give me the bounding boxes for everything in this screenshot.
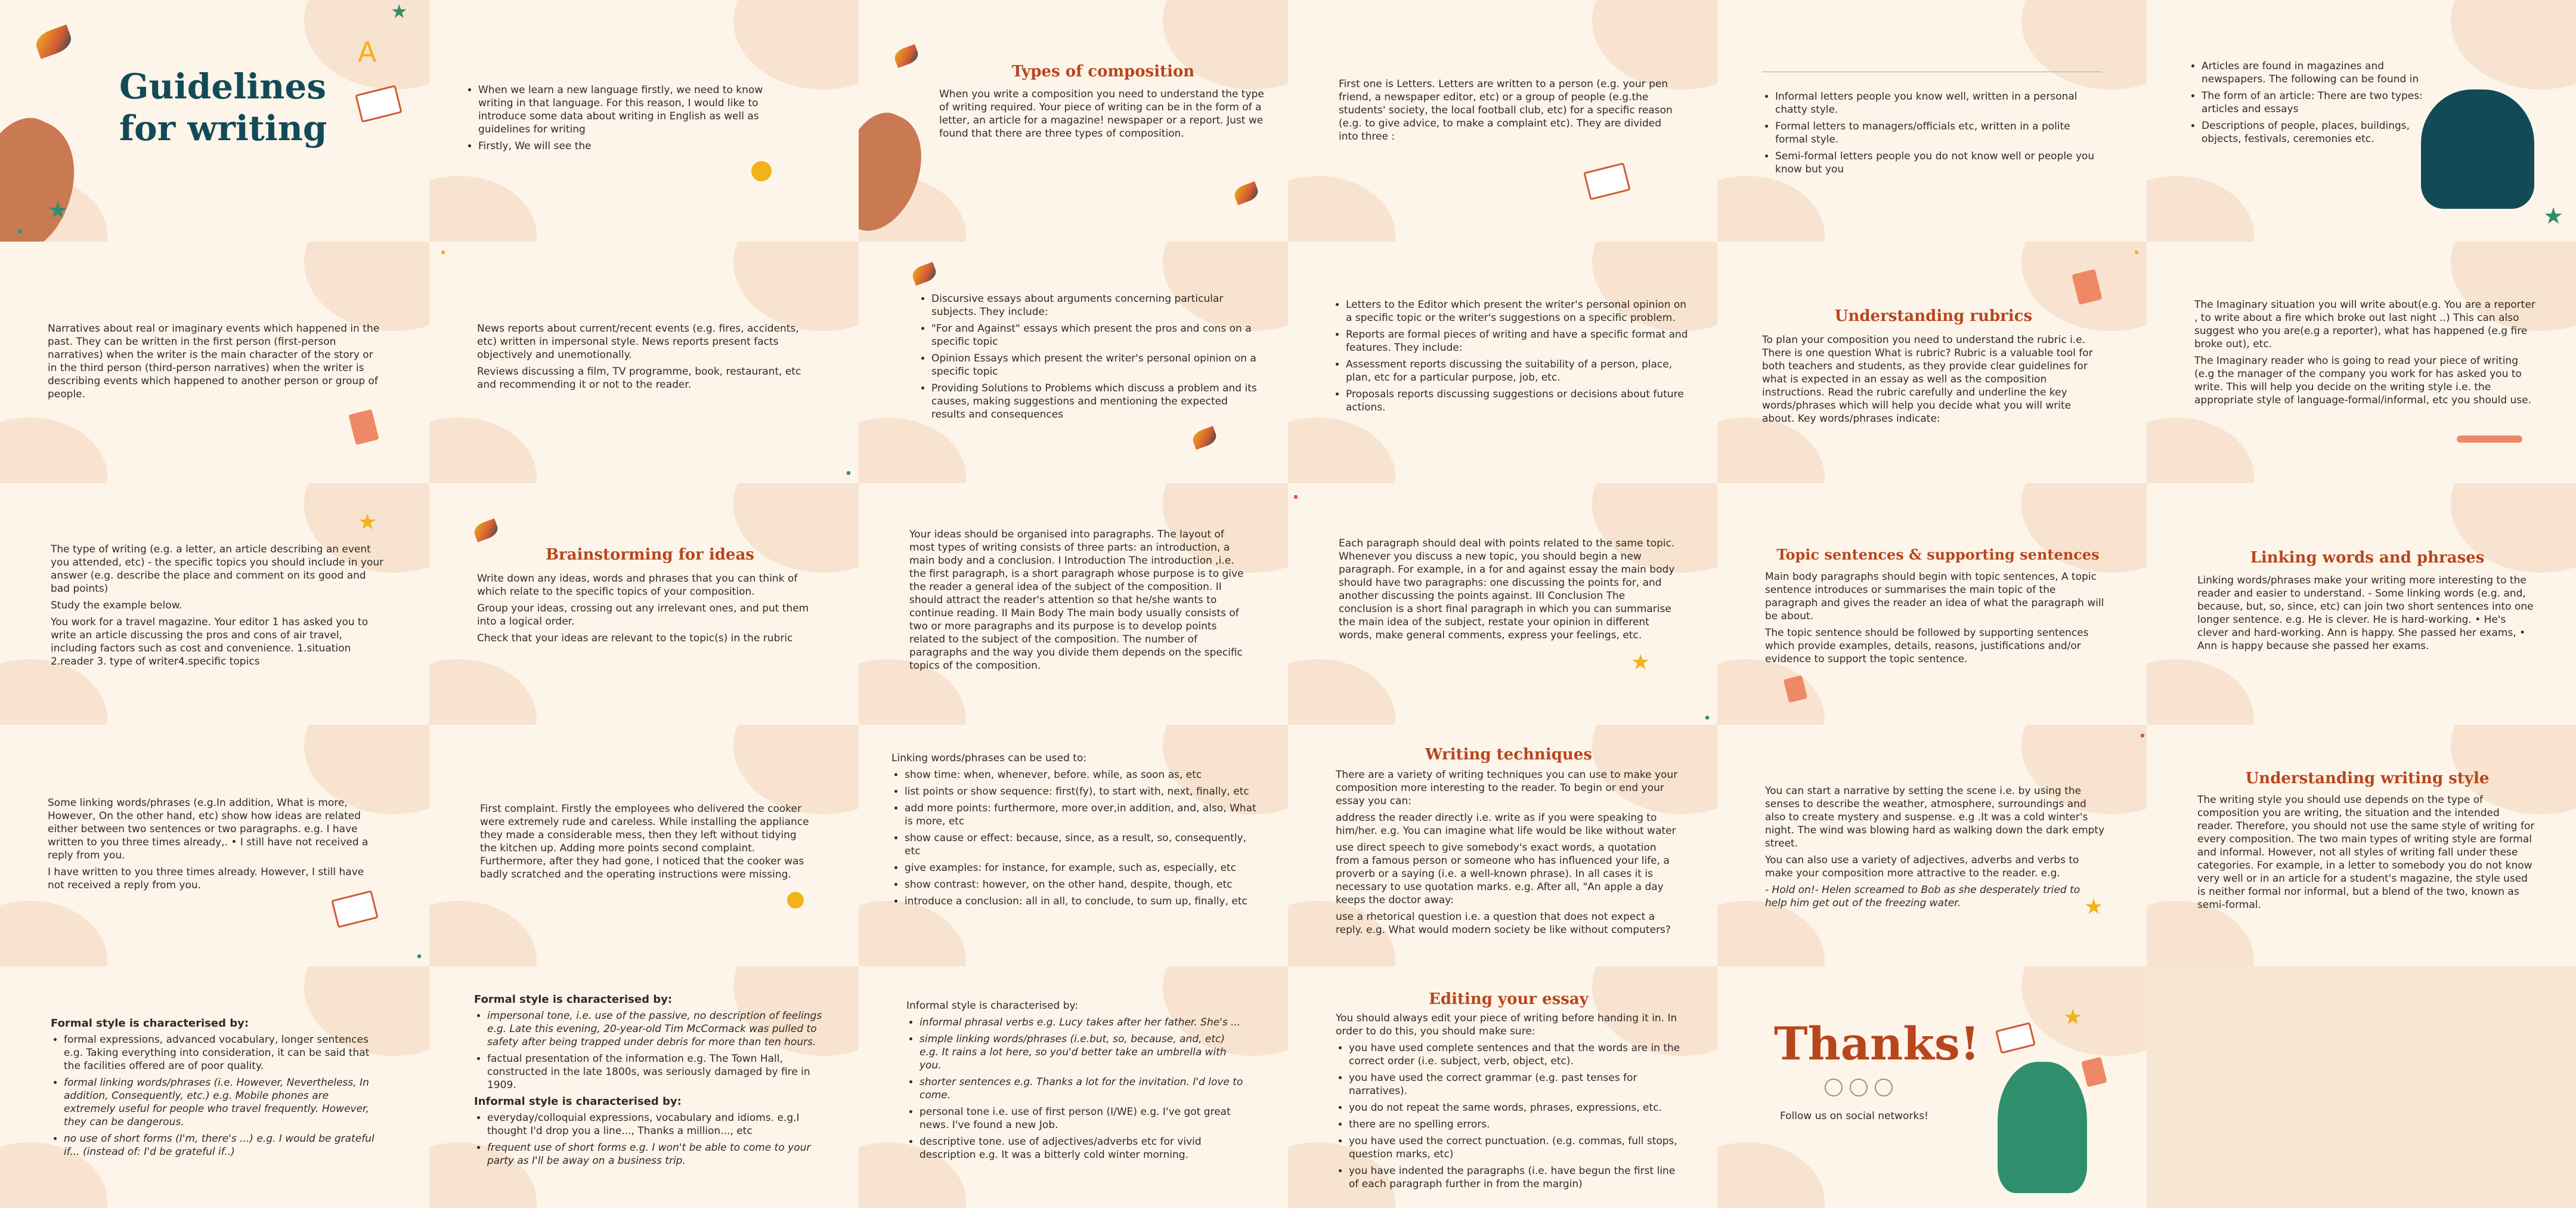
star-icon: ★ [391,0,408,23]
note-icon [2081,1057,2107,1087]
star-icon: ★ [2063,1005,2083,1030]
section-heading: Formal style is characterised by: [51,1017,249,1030]
slide-title: Editing your essay [1429,990,1589,1008]
list-item: • Semi-formal letters people you do not know well or people you know but you [1775,150,2102,176]
paragraph: News reports about current/recent events (e.g. fires, accidents, etc) written in impersonal style. News reports present facts objectively and unemotionally. [477,323,799,361]
pencil-icon [2457,435,2522,443]
note-icon [348,409,379,445]
paragraph: To plan your composition you need to understand the rubric i.e. There is one question What is rubric? Rubric is a valuable tool for both teachers and students, as they provide clear guidelines for what is expected in an essay as well as the composition instructions. Read the rubric carefully and underline the key words/phrases which will help you decide what you will write about. Key words/phrases indicate: [1762,334,2093,425]
list-item: • Articles are found in magazines and newspapers. The following can be found in [2202,60,2427,86]
section-heading: Informal style is characterised by: [906,1000,1079,1012]
slide-5 [1717,0,2147,242]
paragraph: Write down any ideas, words and phrases that you can think of which relate to the specific topics of your composition. [477,573,798,598]
paragraph: Some linking words/phrases (e.g.In addition, What is more, However, On the other hand, etc) show how ideas are related either between two sentences or two paragraphs. e.g. I have written to you three times already,. • I still have not received a reply from you. [48,797,369,861]
list-item: • Descriptions of people, places, buildings, objects, festivals, ceremonies etc. [2202,119,2427,146]
slide-title: Writing techniques [1425,746,1592,764]
confetti-dot [441,251,445,254]
slide-22 [1288,725,1717,966]
book-icon [355,85,402,123]
paragraph: There are a variety of writing techniques you can use to make your composition more interesting to the reader. To begin or end your essay you can: [1336,769,1678,807]
list-item: • you have used the correct grammar (e.g. past tenses for narratives). [1349,1071,1682,1098]
star-icon: ★ [358,510,377,535]
main-title-line2: for writing [119,108,327,149]
confetti-dot [2135,251,2138,254]
paragraph: First one is Letters. Letters are written to a person (e.g. your pen friend, a newspaper editor, etc) or a group of people (e.g.the students' society, the local football club, etc) for a specific reason (e.g. to give advice, to make a complaint etc). They are divided into three : [1339,78,1673,143]
list-item: • Proposals reports discussing suggestions or decisions about future actions. [1346,388,1690,414]
list-item: • show contrast: however, on the other hand, despite, though, etc [905,878,1261,891]
slide-14 [429,483,859,725]
list-item: • introduce a conclusion: all in all, to conclude, to sum up, finally, etc [905,895,1261,908]
list-item: • list points or show sequence: first(fy), to start with, next, finally, etc [905,785,1261,798]
list-item: • formal linking words/phrases (i.e. However, Nevertheless, In addition, Consequently, etc.) e.g. Mobile phones are extremely useful for people who travel frequently. However, they can be dangerous. [64,1076,379,1129]
smile-icon [787,892,804,909]
list-intro: Linking words/phrases can be used to: [891,752,1087,764]
list-item: • shorter sentences e.g. Thanks a lot for the invitation. I'd love to come. [919,1076,1246,1102]
list-item: • Informal letters people you know well, written in a personal chatty style. [1775,90,2102,116]
confetti-dot [1294,495,1298,499]
paragraph: Narratives about real or imaginary events which happened in the past. They can be written in the first person (first-person narratives) when the writer is the main character of the story or in the third person (third-person narratives) when the writer is describing events which happened to another person or group of people. [48,323,380,400]
slide-title: Understanding writing style [2245,770,2490,787]
paragraph: When you write a composition you need to understand the type of writing required. Your piece of writing can be in the form of a letter, an article for a magazine! newspaper or a report. Just we found that there are three types of composition. [939,88,1264,140]
list-item: • simple linking words/phrases (i.e.but, so, because, and, etc) e.g. It rains a lot here, so you'd better take an umbrella with you. [919,1033,1246,1072]
thanks-title: Thanks! [1774,1017,1980,1070]
slide-title: Understanding rubrics [1834,307,2033,325]
feather-icon [33,24,75,59]
paragraph: address the reader directly i.e. write as if you were speaking to him/her. e.g. You can imagine what life would be like without water [1336,812,1676,837]
list-item: • personal tone i.e. use of first person (I/WE) e.g. I've got great news. I've found a new Job. [919,1105,1246,1132]
list-item: • Discursive essays about arguments concerning particular subjects. They include: [931,292,1264,319]
list-item: • show time: when, whenever, before. while, as soon as, etc [905,768,1261,781]
paragraph: The Imaginary reader who is going to read your piece of writing (e.g the manager of the company you work for has asked you to write. This will help you decide on the writing style i.e. the appropriate style of language-formal/informal, etc you should use. [2194,355,2532,406]
paragraph: Group your ideas, crossing out any irrelevant ones, and put them into a logical order. [477,603,809,628]
list-item: • descriptive tone. use of adjectives/adverbs etc for vivid description e.g. It was a bitterly cold winter morning. [919,1135,1246,1161]
slide-27 [859,966,1288,1208]
list-item: • show cause or effect: because, since, as a result, so, consequently, etc [905,832,1261,858]
list-item: • The form of an article: There are two types: articles and essays [2202,89,2427,116]
paragraph: You can start a narrative by setting the scene i.e. by using the senses to describe the weather, atmosphere, surroundings and also to create mystery and suspense. e.g .It was a cold winter's night. The wind was blowing hard as walking down the dark empty street. [1765,785,2105,849]
section-heading: Formal style is characterised by: [474,993,673,1006]
paragraph: Your ideas should be organised into paragraphs. The layout of most types of writing consists of three parts: an introduction, a main body and a conclusion. I Introduction The introduction ,i.e. the first paragraph, is a short paragraph whose purpose is to give the reader a general idea of the subject of the composition. II should attract the reader's attention so that he/she wants to continue reading. II Main Body The main body usually consists of two or more paragraphs and its purpose is to develop points related to the subject of the composition. The number of paragraphs and the way you divide them depends on the specific topics of the composition. [909,529,1244,672]
slide-20 [429,725,859,966]
paragraph: Check that your ideas are relevant to the topic(s) in the rubric [477,632,793,644]
slide-18 [2147,483,2576,725]
slide-9 [859,242,1288,483]
list-item: • Opinion Essays which present the writer's personal opinion on a specific topic [931,352,1264,378]
list-item: • When we learn a new language firstly, we need to know writing in that language. For this reason, I would like to introduce some data about writing in English as well as guidelines for writing [478,84,799,136]
slide-26 [429,966,859,1208]
slide-title: Linking words and phrases [2250,549,2485,567]
slide-29 [1717,966,2147,1208]
slide-15 [859,483,1288,725]
feather-icon [1232,181,1260,205]
slide-title: Types of composition [1011,63,1195,81]
star-icon: ★ [48,197,69,223]
slide-3 [859,0,1288,242]
list-item: • you have used the correct punctuation. (e.g. commas, full stops, question marks, etc) [1349,1135,1682,1161]
list-item: • "For and Against" essays which present the pros and cons on a specific topic [931,322,1264,348]
paragraph: Each paragraph should deal with points related to the same topic. Whenever you discuss a new topic, you should begin a new paragraph. For example, in a for and against essay the main body should have two paragraphs: one discussing the points for, and another discussing the points against. III Conclusion The conclusion is a short final paragraph in which you can summarise the main idea of the subject, restate your opinion in different words, make general comments, express your feelings, etc. [1339,537,1675,641]
confetti-dot [1705,716,1709,719]
slide-10 [1288,242,1717,483]
paragraph: You can also use a variety of adjectives, adverbs and verbs to make your composition more attractive to the reader. e.g. [1765,854,2079,879]
feather-icon [910,262,938,286]
list-item: • Formal letters to managers/officials etc, written in a polite formal style. [1775,120,2102,146]
smile-icon [751,161,772,181]
list-item: • add more points: furthermore, more over,in addition, and, also, What is more, etc [905,802,1261,828]
list-item: • everyday/colloquial expressions, vocabulary and idioms. e.g.I thought I'd drop you a line..., Thanks a million..., etc [487,1111,826,1138]
paragraph: The Imaginary situation you will write about(e.g. You are a reporter , to write about a fire which broke out last night ..) This can also suggest who you are(e.g a reporter), what has happened (e.g fire broke out), etc. [2194,299,2535,350]
slide-4 [1288,0,1717,242]
slide-16 [1288,483,1717,725]
list-item: • Providing Solutions to Problems which discuss a problem and its causes, making suggestions and mentioning the expected results and consequences [931,382,1264,421]
paragraph: The type of writing (e.g. a letter, an article describing an event you attended, etc) - the specific topics you should include in your answer (e.g. describe the place and comment on its good and bad points) [51,543,384,595]
confetti-dot [847,471,850,475]
list-item: • you do not repeat the same words, phrases, expressions, etc. [1349,1101,1682,1114]
slide-25 [0,966,429,1208]
slide-title: Topic sentences & supporting sentences [1776,546,2100,563]
slide-6 [2147,0,2576,242]
feather-icon [892,44,920,68]
reader-person-icon [1998,1062,2087,1193]
list-intro: You should always edit your piece of writing before handing it in. In order to do this, you should make sure: [1336,1012,1677,1037]
paragraph: First complaint. Firstly the employees who delivered the cooker were extremely rude and careless. While installing the appliance they made a considerable mess, then they left without tidying the kitchen up. Adding more points second complaint. Furthermore, after they had gone, I noticed that the cooker was badly scratched and the operating instructions were missing. [480,803,809,880]
paragraph: The writing style you should use depends on the type of composition you are writing, the situation and the intended reader. Therefore, you should not use the same style of writing for every composition. The two main types of writing style are formal and informal. However, not all styles of writing fall under these categories. For example, in a letter to somebody you do not know very well or in an article for a student's magazine, the style used is neither formal nor informal, but a blend of the two, known as semi-formal. [2197,794,2535,911]
list-item: • factual presentation of the information e.g. The Town Hall, constructed in the late 1800s, was seriously damaged by fire in 1909. [487,1052,826,1092]
main-title-line1: Guidelines [119,66,326,107]
paragraph: Study the example below. [51,600,182,611]
book-icon [1583,162,1631,200]
instagram-icon[interactable] [1850,1079,1868,1096]
letter-a-icon: A [358,36,377,68]
paragraph: Linking words/phrases make your writing more interesting to the reader and easier to understand. - Some linking words (e.g. and, because, but, so, since, etc) can join two short sentences into one longer sentence. e.g. He is clever. He is hard-working. • He's clever and hard-working. Ann is happy. She passed her exams, • Ann is happy because she passed her exams. [2197,574,2534,652]
reader-person-icon [2421,89,2534,209]
feather-icon [472,518,500,542]
slide-2 [429,0,859,242]
slide-8 [429,242,859,483]
slide-28 [1288,966,1717,1208]
paragraph: - Hold on!- Helen screamed to Bob as she desperately tried to help him get out of the freezing water. [1765,884,2080,909]
list-item: • impersonal tone, i.e. use of the passive, no description of feelings e.g. Late this evening, 20-year-old Tim McCormack was pulled to safety after being trapped under debris for more than ten hours. [487,1009,826,1049]
list-item: • Firstly, We will see the [478,140,799,153]
list-item: • there are no spelling errors. [1349,1118,1682,1131]
paragraph: I have written to you three times already. However, I still have not received a reply from you. [48,866,364,891]
list-item: • Letters to the Editor which present the writer's personal opinion on a specific topic or the writer's suggestions on a specific problem. [1346,298,1690,325]
slide-12 [2147,242,2576,483]
star-icon: ★ [2543,203,2564,229]
twitter-icon[interactable] [1875,1079,1893,1096]
section-heading: Informal style is characterised by: [474,1095,682,1108]
list-item: • give examples: for instance, for example, such as, especially, etc [905,861,1261,875]
list-item: • Assessment reports discussing the suitability of a person, place, plan, etc for a particular purpose, job, etc. [1346,358,1690,384]
paragraph: Main body paragraphs should begin with topic sentences, A topic sentence introduces or summarises the main topic of the paragraph and gives the reader an idea of what the paragraph will be about. [1765,571,2104,622]
slide-11 [1717,242,2147,483]
confetti-dot [18,230,21,233]
list-item: • no use of short forms (I'm, there's ...) e.g. I would be grateful if... (instead of: I'd be grateful if..) [64,1132,379,1158]
paragraph: The topic sentence should be followed by supporting sentences which provide examples, details, reasons, justifications and/or evidence to support the topic sentence. [1765,627,2089,665]
book-icon [331,890,379,928]
paragraph: You work for a travel magazine. Your editor 1 has asked you to write an article discussing the pros and cons of air travel, including factors such as cost and convenience. 1.situation 2.reader 3. type of writer4.specific topics [51,616,369,668]
slide-17 [1717,483,2147,725]
slide-21 [859,725,1288,966]
feather-icon [1190,426,1218,450]
book-icon [1995,1022,2036,1053]
confetti-dot [2141,734,2144,737]
star-icon: ★ [1631,650,1651,675]
paragraph: use direct speech to give somebody's exact words, a quotation from a famous person or someone who has influenced your life, a proverb or a saying (i.e. a well-known phrase). In all cases it is necessary to use quotation marks. e.g. After all, "An apple a day keeps the doctor away: [1336,842,1670,906]
list-item: • informal phrasal verbs e.g. Lucy takes after her father. She's ... [919,1016,1246,1029]
list-item: • you have used complete sentences and that the words are in the correct order (i.e. subject, verb, object, etc). [1349,1042,1682,1068]
paragraph: use a rhetorical question i.e. a question that does not expect a reply. e.g. What would modern society be like without computers? [1336,911,1671,936]
list-item: • formal expressions, advanced vocabulary, longer sentences e.g. Taking everything into consideration, it can be said that the facilities offered are of poor quality. [64,1033,379,1073]
slide-13 [0,483,429,725]
confetti-dot [417,954,421,958]
slide-7 [0,242,429,483]
list-item: • you have indented the paragraphs (i.e. have begun the first line of each paragraph further in from the margin) [1349,1164,1682,1191]
star-icon: ★ [2084,895,2104,919]
facebook-icon[interactable] [1825,1079,1843,1096]
slide-24 [2147,725,2576,966]
slide-1 [0,0,429,242]
slide-title: Brainstorming for ideas [546,546,754,564]
list-item: • Reports are formal pieces of writing and have a specific format and features. They include: [1346,328,1690,354]
list-item: • frequent use of short forms e.g. I won't be able to come to your party as I'll be away on a business trip. [487,1141,826,1167]
slide-23 [1717,725,2147,966]
slide-19 [0,725,429,966]
paragraph: Reviews discussing a film, TV programme, book, restaurant, etc and recommending it or not to the reader. [477,366,801,391]
follow-text: Follow us on social networks! [1780,1110,1928,1122]
